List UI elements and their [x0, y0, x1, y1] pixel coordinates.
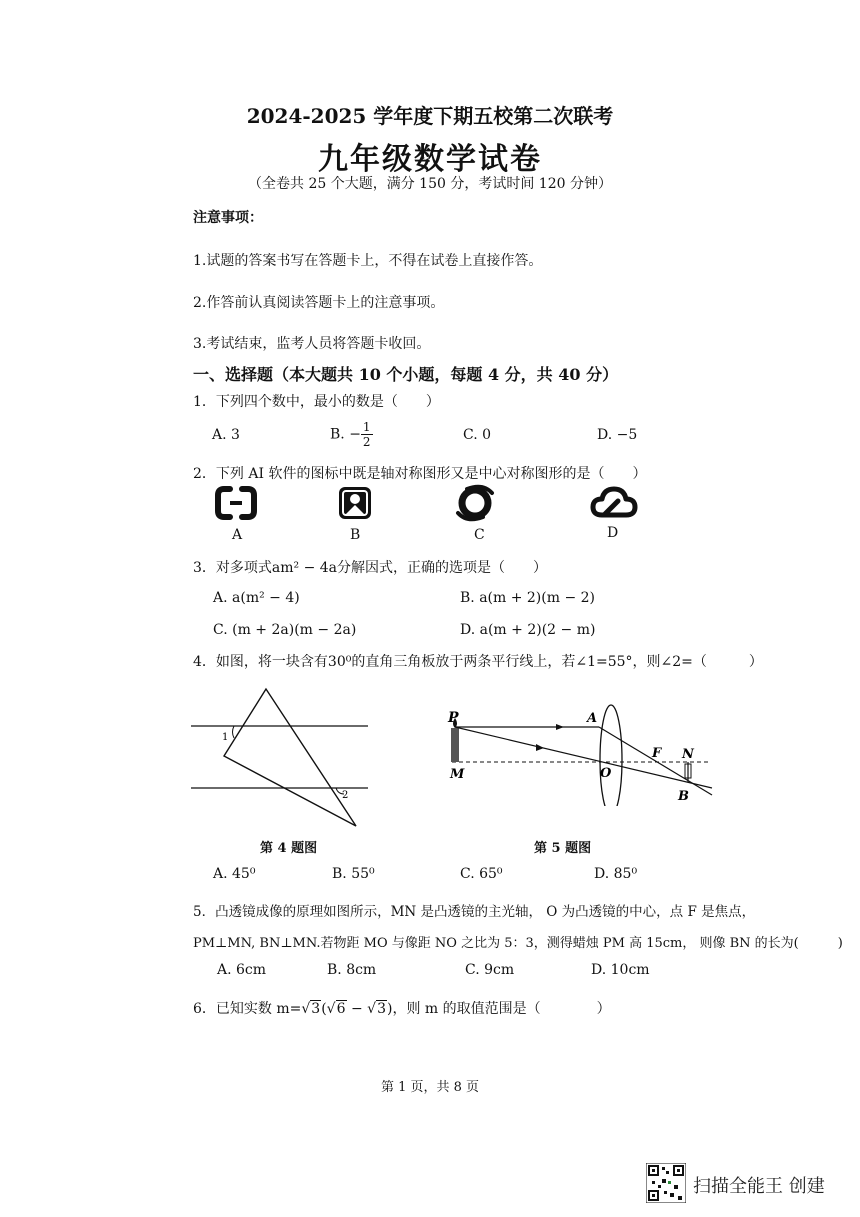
note-item-3: 3.考试结束，监考人员将答题卡收回。	[193, 336, 431, 352]
angle-2-label: 2	[342, 790, 349, 801]
q1-option-b: B. − $\frac{1}{2}$	[330, 420, 371, 449]
point-p-label: P	[448, 710, 459, 726]
radicand-3: 3	[311, 1001, 321, 1017]
ai-app-icon-b	[337, 485, 373, 521]
question-5-line-1: 5．凸透镜成像的原理如图所示，MN 是凸透镜的主光轴， O 为凸透镜的中心，点 F 是焦点，	[193, 904, 756, 920]
point-n-label: N	[682, 747, 694, 762]
section-heading: 一、选择题（本大题共 10 个小题，每题 4 分，共 40 分）	[193, 365, 619, 384]
exam-subtitle: （全卷共 25 个大题，满分 150 分，考试时间 120 分钟）	[248, 176, 612, 192]
q4-option-a: A. 45⁰	[213, 866, 256, 882]
q3-option-c: C. (m + 2a)(m − 2a)	[213, 622, 357, 638]
note-item-1: 1.试题的答案书写在答题卡上，不得在试卷上直接作答。	[193, 253, 543, 269]
q3-option-b: B. a(m + 2)(m − 2)	[460, 590, 596, 606]
exam-header-line: 2024-2025 学年度下期五校第二次联考	[246, 104, 614, 128]
triangle-ruler	[224, 689, 356, 826]
sqrt-icon: √	[301, 1001, 311, 1017]
question-3-stem: 3．对多项式am² − 4a分解因式，正确的选项是（ ）	[193, 560, 548, 576]
figure-5-diagram	[444, 700, 720, 806]
radicand-6: 6	[336, 1001, 346, 1017]
q2-label-a: A	[232, 527, 243, 543]
page-footer: 第 1 页，共 8 页	[380, 1080, 480, 1095]
q4-option-b: B. 55⁰	[332, 866, 375, 882]
convex-lens	[600, 705, 622, 806]
notes-heading: 注意事项：	[193, 210, 263, 226]
point-o-label: O	[600, 766, 612, 781]
point-m-label: M	[450, 767, 465, 782]
q1-option-a: A. 3	[212, 427, 240, 443]
q4-option-c: C. 65⁰	[460, 866, 503, 882]
radicand-3-b: 3	[377, 1001, 387, 1017]
note-item-2: 2.作答前认真阅读答题卡上的注意事项。	[193, 295, 445, 311]
angle-1-arc	[233, 726, 235, 738]
ai-app-icon-a	[214, 485, 258, 521]
q2-label-d: D	[607, 525, 619, 541]
ray-refracted	[599, 727, 712, 795]
ai-app-icon-c	[453, 483, 497, 523]
scanner-brand-text: 扫描全能王 创建	[693, 1176, 825, 1197]
question-2-stem: 2．下列 AI 软件的图标中既是轴对称图形又是中心对称图形的是（ ）	[193, 466, 647, 482]
question-6-stem: 6．已知实数 m=√3(√6 − √3)，则 m 的取值范围是（ ）	[193, 1001, 611, 1017]
point-a-label: A	[587, 711, 598, 726]
point-b-label: B	[678, 789, 689, 804]
point-f-label: F	[652, 746, 662, 761]
q1-option-c: C. 0	[463, 427, 492, 443]
q4-option-d: D. 85⁰	[594, 866, 638, 882]
ray-through-center	[455, 727, 712, 788]
fraction-one-half: $\frac{1}{2}$	[362, 420, 371, 449]
figure-4-diagram	[186, 684, 376, 834]
question-5-line-2: PM⊥MN, BN⊥MN.若物距 MO 与像距 NO 之比为 5：3，测得蜡烛 PM 高 15cm， 则像 BN 的长为( )	[193, 936, 843, 951]
question-1-stem: 1．下列四个数中，最小的数是（ ）	[193, 394, 440, 410]
q1-option-d: D. −5	[597, 427, 638, 443]
figure-5-caption: 第 5 题图	[534, 841, 592, 856]
q5-option-d: D. 10cm	[591, 962, 650, 978]
q3-option-d: D. a(m + 2)(2 − m)	[460, 622, 596, 638]
figure-4-caption: 第 4 题图	[260, 841, 318, 856]
q5-option-c: C. 9cm	[465, 962, 515, 978]
q2-label-c: C	[474, 527, 485, 543]
question-4-stem: 4．如图，将一块含有30⁰的直角三角板放于两条平行线上，若∠1=55°，则∠2=（ ）	[193, 654, 763, 670]
q3-option-a: A. a(m² − 4)	[213, 590, 300, 606]
qr-code-icon	[646, 1163, 686, 1203]
exam-title: 九年级数学试卷	[318, 142, 542, 177]
angle-1-label: 1	[222, 732, 229, 743]
q2-label-b: B	[350, 527, 361, 543]
q5-option-a: A. 6cm	[217, 962, 267, 978]
q5-option-b: B. 8cm	[327, 962, 377, 978]
ai-app-icon-d	[590, 485, 638, 521]
candle-icon	[451, 728, 459, 762]
